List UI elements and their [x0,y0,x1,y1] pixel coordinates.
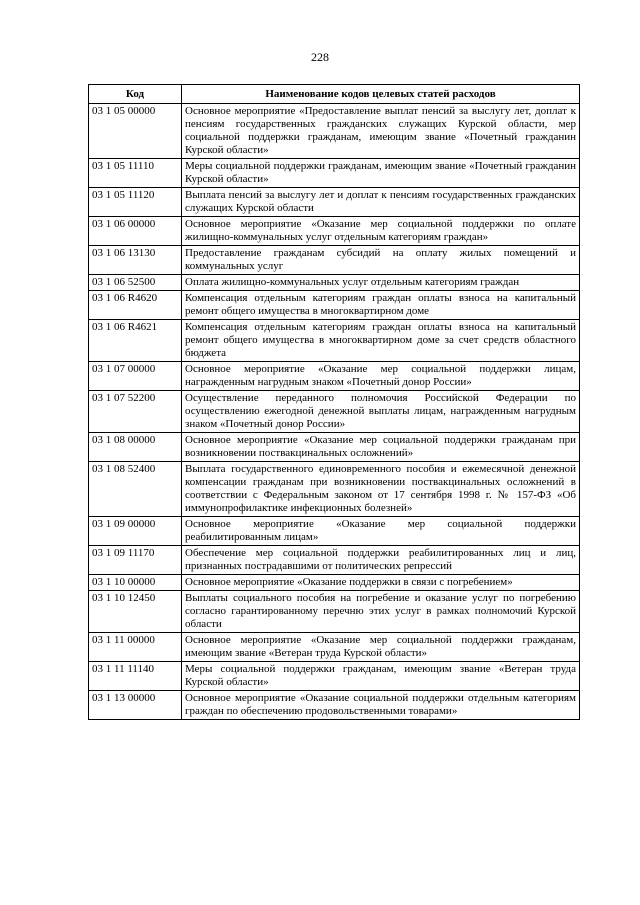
row-name: Обеспечение мер социальной поддержки реабилитированных лиц и лиц, признанных пострадавшими от политических репрессий [182,546,580,575]
row-name: Выплата государственного единовременного пособия и ежемесячной денежной компенсации гражданам при возникновении поствакцинальных осложнений в соответствии с Федеральным законом от 17 сентября 1998 г. № 157-ФЗ «Об иммунопрофилактике инфекционных болезней» [182,462,580,517]
row-code: 03 1 09 11170 [89,546,182,575]
row-code: 03 1 08 52400 [89,462,182,517]
row-name: Основное мероприятие «Оказание поддержки в связи с погребением» [182,575,580,591]
table-row [89,546,580,575]
table-header-row [89,85,580,104]
row-name: Основное мероприятие «Предоставление выплат пенсий за выслугу лет, доплат к пенсиям государственных гражданских служащих Курской области, мер социальной поддержки гражданам, имеющим звание «Почетный гражданин Курской области» [182,104,580,159]
table-row [89,291,580,320]
page-number: 228 [311,50,329,64]
row-name: Основное мероприятие «Оказание мер социальной поддержки по оплате жилищно-коммунальных услуг отдельным категориям граждан» [182,217,580,246]
row-name: Выплата пенсий за выслугу лет и доплат к пенсиям государственных гражданских служащих Курской области [182,188,580,217]
row-code: 03 1 11 11140 [89,662,182,691]
column-header-name: Наименование кодов целевых статей расходов [182,85,580,104]
table-row [89,275,580,291]
table-row [89,217,580,246]
row-code: 03 1 06 00000 [89,217,182,246]
row-name: Оплата жилищно-коммунальных услуг отдельным категориям граждан [182,275,580,291]
row-name: Компенсация отдельным категориям граждан оплаты взноса на капитальный ремонт общего имущества в многоквартирном доме [182,291,580,320]
row-code: 03 1 10 00000 [89,575,182,591]
row-name: Основное мероприятие «Оказание мер социальной поддержки реабилитированным лицам» [182,517,580,546]
row-code: 03 1 06 R4621 [89,320,182,362]
row-name: Компенсация отдельным категориям граждан оплаты взноса на капитальный ремонт общего имущества в многоквартирном доме за счет средств областного бюджета [182,320,580,362]
row-name: Основное мероприятие «Оказание мер социальной поддержки гражданам, имеющим звание «Ветеран труда Курской области» [182,633,580,662]
row-code: 03 1 06 52500 [89,275,182,291]
row-code: 03 1 11 00000 [89,633,182,662]
table-row [89,462,580,517]
row-code: 03 1 13 00000 [89,691,182,720]
column-header-code: Код [89,85,182,104]
table-row [89,691,580,720]
row-code: 03 1 08 00000 [89,433,182,462]
row-code: 03 1 07 52200 [89,391,182,433]
row-name: Меры социальной поддержки гражданам, имеющим звание «Ветеран труда Курской области» [182,662,580,691]
row-code: 03 1 06 13130 [89,246,182,275]
row-name: Основное мероприятие «Оказание мер социальной поддержки гражданам при возникновении поствакцинальных осложнений» [182,433,580,462]
row-name: Основное мероприятие «Оказание социальной поддержки отдельным категориям граждан по обеспечению продовольственными товарами» [182,691,580,720]
table-row [89,662,580,691]
table-row [89,575,580,591]
table-row [89,391,580,433]
table-row [89,633,580,662]
row-code: 03 1 05 11110 [89,159,182,188]
row-name: Основное мероприятие «Оказание мер социальной поддержки лицам, награжденным нагрудным знаком «Почетный донор России» [182,362,580,391]
row-code: 03 1 09 00000 [89,517,182,546]
row-name: Меры социальной поддержки гражданам, имеющим звание «Почетный гражданин Курской области» [182,159,580,188]
table-row [89,433,580,462]
row-code: 03 1 06 R4620 [89,291,182,320]
row-name: Осуществление переданного полномочия Российской Федерации по осуществлению ежегодной денежной выплаты лицам, награжденным нагрудным знаком «Почетный донор России» [182,391,580,433]
table-row [89,246,580,275]
table-row [89,320,580,362]
table-row [89,104,580,159]
table-row [89,362,580,391]
row-name: Предоставление гражданам субсидий на оплату жилых помещений и коммунальных услуг [182,246,580,275]
row-code: 03 1 05 00000 [89,104,182,159]
table-row [89,159,580,188]
target-expense-codes-table [88,84,580,720]
row-code: 03 1 07 00000 [89,362,182,391]
table-row [89,591,580,633]
table-row [89,517,580,546]
table-row [89,188,580,217]
row-code: 03 1 10 12450 [89,591,182,633]
row-name: Выплаты социального пособия на погребение и оказание услуг по погребению согласно гарантированному перечню этих услуг в рамках полномочий Курской области [182,591,580,633]
table-body [89,104,580,720]
row-code: 03 1 05 11120 [89,188,182,217]
